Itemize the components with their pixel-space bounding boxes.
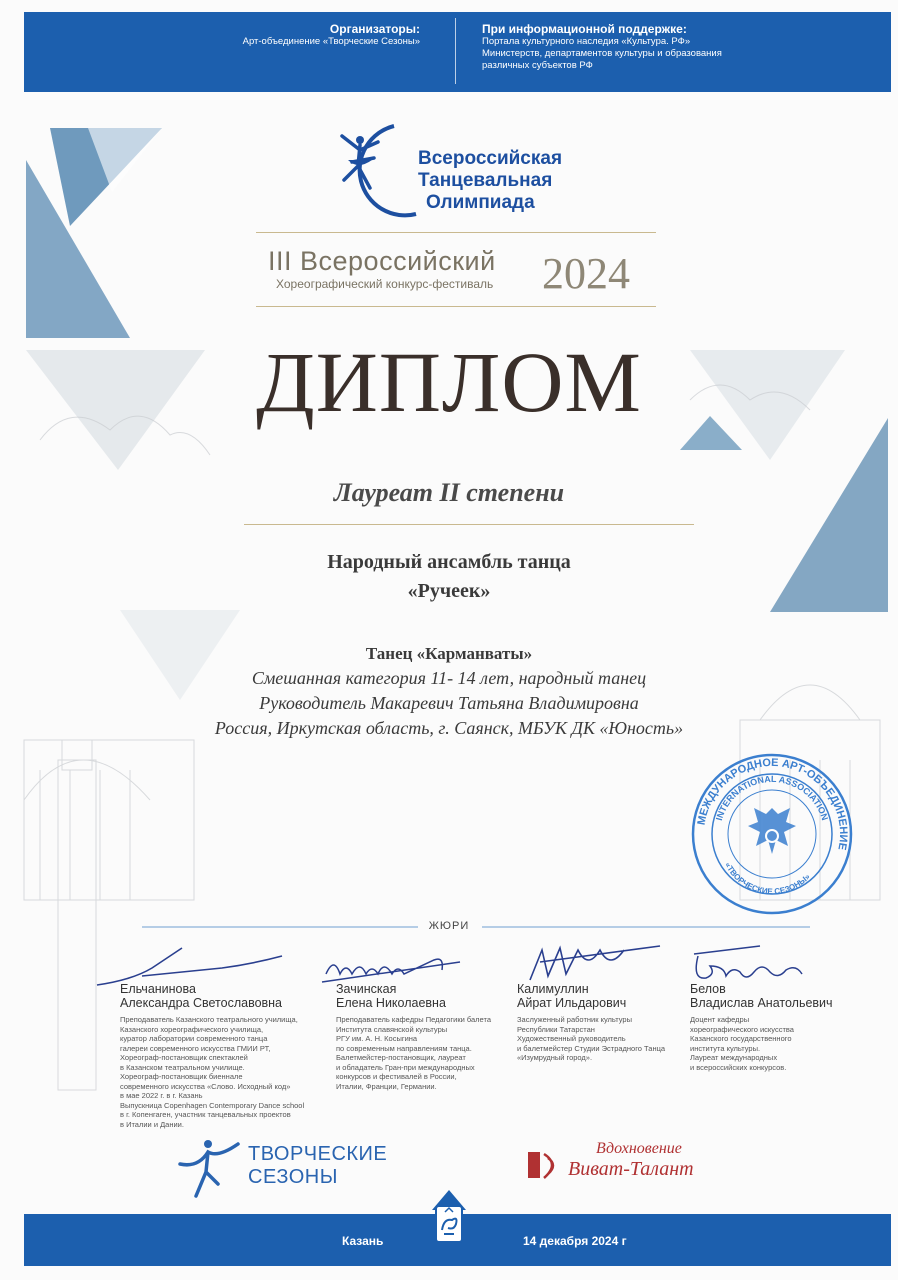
support-line: Портала культурного наследия «Культура. РФ»: [482, 36, 691, 47]
participant-name: [0, 548, 898, 606]
desc-line: Лауреат международных: [690, 1053, 778, 1062]
support-line: различных субъектов РФ: [482, 60, 593, 71]
footer-city: Казань: [342, 1234, 384, 1248]
desc-line: галереи современного искусства ГМИИ РТ,: [120, 1043, 271, 1053]
juror-surname: Ельчанинова: [120, 982, 196, 996]
detail-line: Смешанная категория 11- 14 лет, народный танец: [251, 668, 647, 688]
gold-divider: [244, 524, 694, 525]
ts-line: ТВОРЧЕСКИЕ: [248, 1143, 388, 1165]
juror-surname: Зачинская: [336, 982, 397, 996]
desc-line: в Италии и Дании.: [120, 1119, 184, 1129]
desc-line: в г. Копенгаген, участник танцевальных проектов: [120, 1110, 291, 1119]
desc-line: РГУ им. А. Н. Косыгина: [336, 1034, 418, 1043]
juror-description: [690, 1015, 880, 1072]
detail-line: Россия, Иркутская область, г. Саянск, МБУК ДК «Юность»: [214, 718, 684, 738]
diploma-title: ДИПЛОМ: [256, 334, 642, 430]
stamp-outer-text: МЕЖДУНАРОДНОЕ АРТ-ОБЪЕДИНЕНИЕ: [695, 756, 850, 852]
desc-line: куратор лаборатории современного танца: [120, 1034, 268, 1043]
desc-line: Доцент кафедры: [690, 1015, 750, 1024]
juror-firstname: Владислав Анатольевич: [690, 996, 833, 1010]
juror-surname: Белов: [690, 982, 726, 996]
juror-surname: Калимуллин: [517, 982, 589, 996]
juror-description: [336, 1015, 526, 1091]
desc-line: института культуры.: [690, 1043, 761, 1053]
festival-year: 2024: [542, 249, 630, 298]
juror-firstname: Елена Николаевна: [336, 996, 446, 1010]
desc-line: Преподаватель Казанского театрального училища,: [120, 1015, 298, 1024]
footer-date: 14 декабря 2024 г: [523, 1234, 627, 1248]
desc-line: конкурсов и фестивалей в России,: [336, 1072, 457, 1081]
desc-line: и балетмейстер Студии Эстрадного Танца: [517, 1043, 666, 1053]
desc-line: Казанского хореографического училища,: [120, 1024, 264, 1034]
juror-description: [517, 1015, 707, 1063]
gold-divider: [256, 232, 656, 233]
festival-name: III Всероссийский: [268, 246, 496, 276]
desc-line: Заслуженный работник культуры: [517, 1015, 632, 1024]
organizers-block: [24, 22, 420, 48]
desc-line: «Изумрудный город».: [517, 1053, 593, 1062]
details-block: [0, 666, 898, 741]
dancer-logo-icon: [178, 1138, 242, 1198]
vivat-line: Вдохновение: [596, 1140, 682, 1157]
desc-line: Хореограф-постановщик биеннале: [120, 1072, 243, 1081]
desc-line: Преподаватель кафедры Педагогики балета: [336, 1015, 491, 1024]
desc-line: Балетмейстер-постановщик, лауреат: [336, 1053, 466, 1062]
award-title: Лауреат II степени: [333, 478, 565, 507]
desc-line: и обладатель Гран-при международных: [336, 1062, 475, 1072]
juror-card: [120, 982, 310, 1129]
organizers-title: Организаторы:: [329, 22, 420, 36]
vivat-line: Виват-Талант: [568, 1158, 694, 1180]
header-banner: [24, 12, 891, 92]
dance-title: Танец «Карманваты»: [365, 644, 533, 663]
juror-card: [336, 982, 526, 1091]
header-divider: [455, 18, 456, 84]
kazan-emblem-icon: [432, 1190, 466, 1246]
logo-line: Танцевальная: [418, 170, 553, 191]
desc-line: хореографического искусства: [690, 1024, 794, 1034]
vivat-emblem-icon: [524, 1148, 564, 1182]
support-block: [482, 22, 882, 72]
desc-line: по современным направлениям танца.: [336, 1043, 472, 1053]
support-title: При информационной поддержке:: [482, 22, 687, 36]
festival-name-block: [268, 246, 496, 291]
desc-line: Республики Татарстан: [517, 1024, 595, 1034]
desc-line: современного искусства «Слово. Исходный код»: [120, 1081, 291, 1091]
participant-line: «Ручеек»: [407, 580, 491, 602]
festival-subtitle: Хореографический конкурс-фестиваль: [276, 277, 494, 291]
juror-card: [690, 982, 880, 1072]
desc-line: в Казанском театральном училище.: [120, 1062, 245, 1072]
desc-line: Художественный руководитель: [517, 1034, 626, 1043]
stamp-bottom-text: «ТВОРЧЕСКИЕ СЕЗОНЫ»: [723, 860, 812, 897]
tvorcheskie-sezony-logo: [248, 1143, 387, 1189]
logo-line: Олимпиада: [426, 192, 535, 213]
desc-line: Выпускница Copenhagen Contemporary Dance school: [120, 1100, 305, 1110]
organizers-text: Арт-объединение «Творческие Сезоны»: [242, 36, 420, 47]
jury-title: ЖЮРИ: [428, 920, 470, 932]
juror-firstname: Айрат Ильдарович: [517, 996, 627, 1010]
desc-line: Института славянской культуры: [336, 1024, 448, 1034]
desc-line: в мае 2022 г. в г. Казань: [120, 1091, 203, 1100]
ballerina-icon: [330, 118, 420, 218]
olympiad-logo: [330, 118, 600, 218]
desc-line: Италии, Франции, Германии.: [336, 1081, 437, 1091]
juror-description: [120, 1015, 310, 1129]
logo-line: Всероссийская: [418, 148, 563, 169]
juror-firstname: Александра Светославовна: [120, 996, 283, 1010]
svg-text:«ТВОРЧЕСКИЕ СЕЗОНЫ»: [723, 861, 812, 896]
desc-line: Хореограф-постановщик спектаклей: [120, 1053, 248, 1062]
ts-line: СЕЗОНЫ: [248, 1166, 338, 1188]
desc-line: и всероссийских конкурсов.: [690, 1062, 787, 1072]
eagle-emblem-icon: [748, 808, 796, 854]
official-stamp: [690, 752, 854, 916]
detail-line: Руководитель Макаревич Татьяна Владимировна: [259, 693, 639, 713]
desc-line: Казанского государственного: [690, 1034, 792, 1043]
participant-line: Народный ансамбль танца: [327, 551, 571, 573]
stamp-inner-text: INTERNATIONAL ASSOCIATION: [713, 773, 831, 822]
support-line: Министерств, департаментов культуры и образования: [482, 48, 722, 59]
juror-card: [517, 982, 707, 1063]
gold-divider: [256, 306, 656, 307]
